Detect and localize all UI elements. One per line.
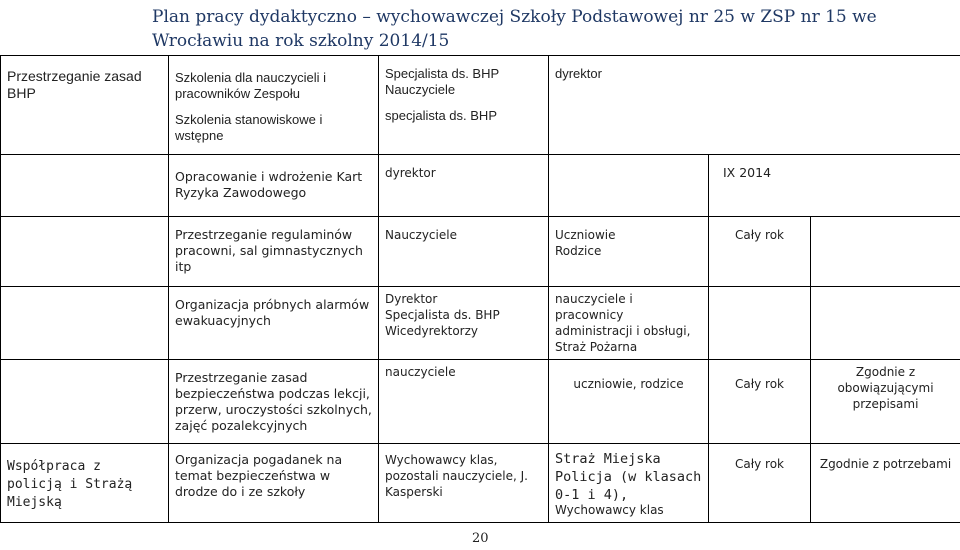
participants-text: Policja (w klasach 0-1 i 4), bbox=[555, 469, 702, 503]
cell-task bbox=[169, 56, 379, 155]
table-row bbox=[1, 360, 960, 444]
cell-deadline bbox=[709, 444, 811, 523]
task-text: Przestrzeganie regulaminów pracowni, sal gimnastycznych itp bbox=[175, 227, 363, 274]
table-row bbox=[1, 444, 960, 523]
cell-task bbox=[169, 360, 379, 444]
cell-responsible bbox=[379, 287, 549, 360]
deadline-text: IX 2014 bbox=[723, 165, 772, 180]
cell-task bbox=[169, 444, 379, 523]
task-text: Szkolenia stanowiskowe i wstępne bbox=[175, 112, 323, 143]
responsible-text: specjalista ds. BHP bbox=[385, 108, 497, 123]
cell-participants bbox=[549, 360, 709, 444]
page-number: 20 bbox=[472, 531, 489, 546]
table-row bbox=[1, 155, 960, 217]
notes-text: Zgodnie z obowiązującymi przepisami bbox=[837, 365, 934, 411]
cell-area bbox=[1, 287, 169, 360]
responsible-text: dyrektor bbox=[385, 166, 436, 180]
table-row bbox=[1, 56, 960, 155]
cell-area bbox=[1, 217, 169, 287]
page-title: Plan pracy dydaktyczno – wychowawczej Szkoły Podstawowej nr 25 w ZSP nr 15 we Wrocławiu na rok szkolny 2014/15 bbox=[152, 7, 877, 51]
task-text: Opracowanie i wdrożenie Kart Ryzyka Zawodowego bbox=[175, 169, 363, 200]
responsible-text: Nauczyciele bbox=[385, 82, 456, 97]
cell-notes bbox=[811, 360, 960, 444]
task-text: Szkolenia dla nauczycieli i pracowników Zespołu bbox=[175, 70, 327, 101]
cell-area bbox=[1, 56, 169, 155]
responsible-text: Wychowawcy klas, pozostali nauczyciele, J. Kasperski bbox=[385, 453, 528, 499]
responsible-text: Wicedyrektorzy bbox=[385, 324, 479, 338]
responsible-text: nauczyciele bbox=[385, 365, 456, 379]
area-label: Przestrzeganie zasad BHP bbox=[7, 68, 142, 101]
cell-responsible bbox=[379, 360, 549, 444]
responsible-text: Specjalista ds. BHP bbox=[385, 308, 500, 322]
table-row bbox=[1, 287, 960, 360]
participants-text: uczniowie, rodzice bbox=[573, 377, 684, 391]
cell-notes bbox=[811, 217, 960, 287]
deadline-text: Cały rok bbox=[734, 377, 785, 391]
cell-task bbox=[169, 217, 379, 287]
notes-text: Zgodnie z potrzebami bbox=[819, 457, 952, 471]
cell-participants bbox=[549, 155, 709, 217]
participants-text: Wychowawcy klas bbox=[555, 503, 664, 517]
participants-text: dyrektor bbox=[555, 66, 602, 81]
cell-responsible bbox=[379, 155, 549, 217]
cell-notes bbox=[811, 287, 960, 360]
cell-participants bbox=[549, 287, 709, 360]
deadline-text: Cały rok bbox=[734, 228, 785, 242]
cell-task bbox=[169, 287, 379, 360]
participants-text: Straż Miejska bbox=[555, 451, 661, 467]
responsible-text: Specjalista ds. BHP bbox=[385, 66, 500, 81]
cell-deadline bbox=[709, 287, 811, 360]
responsible-text: Nauczyciele bbox=[385, 228, 457, 242]
cell-responsible bbox=[379, 56, 549, 155]
participants-text: Rodzice bbox=[555, 244, 602, 258]
participants-text: Uczniowie bbox=[555, 228, 616, 242]
plan-table bbox=[0, 55, 960, 523]
cell-participants bbox=[549, 56, 960, 155]
cell-area bbox=[1, 155, 169, 217]
task-text: Przestrzeganie zasad bezpieczeństwa podczas lekcji, przerw, uroczystości szkolnych, zajęć pozalekcyjnych bbox=[175, 370, 372, 433]
table-row bbox=[1, 217, 960, 287]
cell-participants bbox=[549, 217, 709, 287]
cell-area bbox=[1, 444, 169, 523]
cell-deadline bbox=[709, 155, 960, 217]
cell-responsible bbox=[379, 444, 549, 523]
cell-deadline bbox=[709, 217, 811, 287]
cell-task bbox=[169, 155, 379, 217]
cell-participants bbox=[549, 444, 709, 523]
task-text: Organizacja próbnych alarmów ewakuacyjnych bbox=[175, 297, 370, 328]
responsible-text: Dyrektor bbox=[385, 292, 438, 306]
participants-text: nauczyciele i pracownicy administracji i obsługi, Straż Pożarna bbox=[555, 292, 691, 354]
cell-responsible bbox=[379, 217, 549, 287]
cell-deadline bbox=[709, 360, 811, 444]
task-text: Organizacja pogadanek na temat bezpieczeństwa w drodze do i ze szkoły bbox=[175, 452, 343, 499]
deadline-text: Cały rok bbox=[734, 457, 785, 471]
cell-area bbox=[1, 360, 169, 444]
area-label: Współpraca z policją i Strażą Miejską bbox=[7, 459, 133, 510]
cell-notes bbox=[811, 444, 960, 523]
